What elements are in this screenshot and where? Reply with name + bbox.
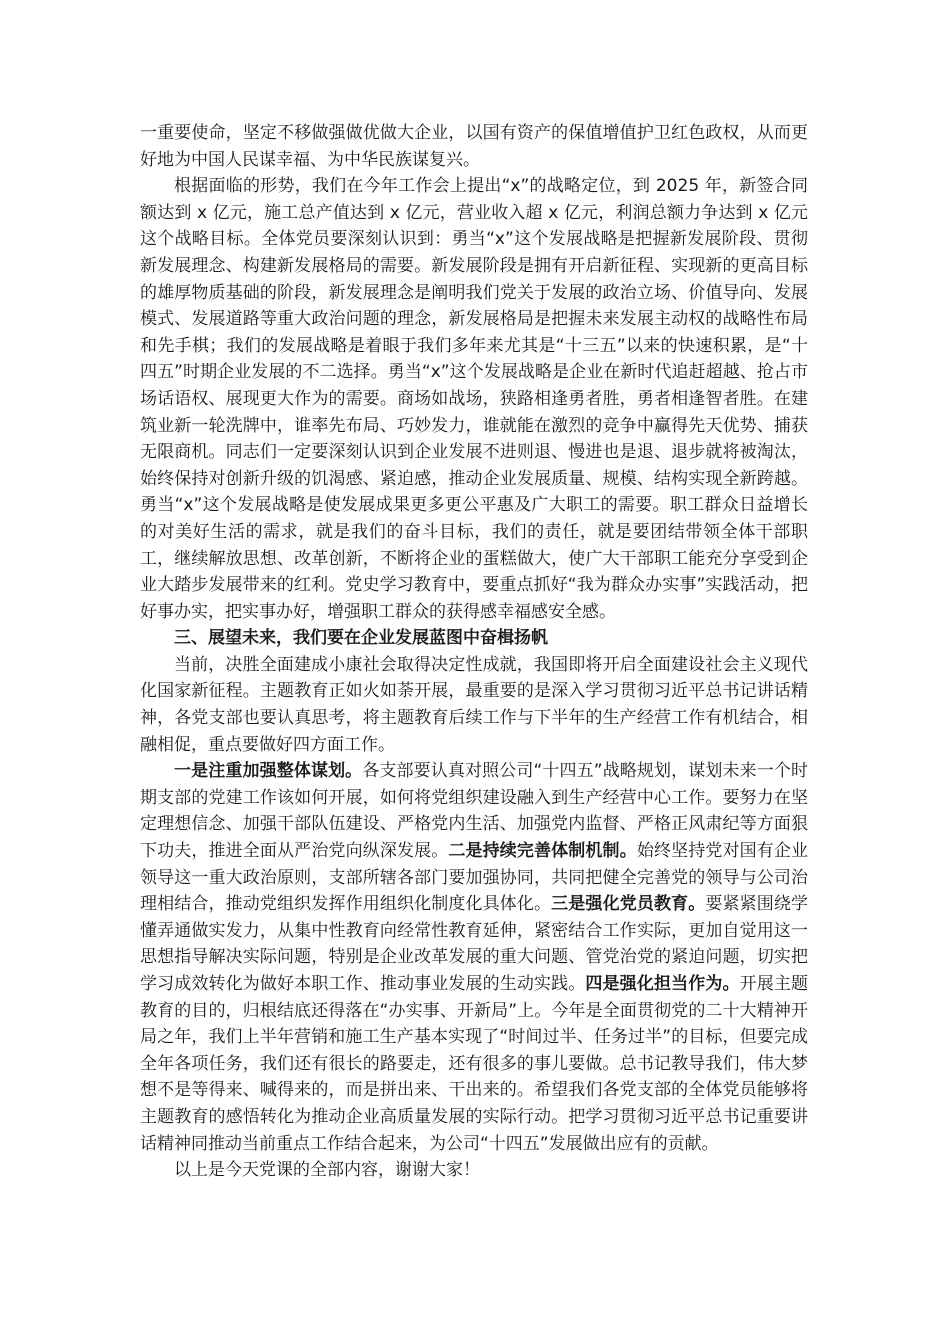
task-4-text: 开展主题教育的目的，归根结底还得落在“办实事、开新局”上。今年是全面贯彻党的二十大精神开局之年，我们上半年营销和施工生产基本实现了“时间过半、任务过半”的目标，但要完成全年各项任务，我们还有很长的路要走，还有很多的事儿要做。总书记教导我们，伟大梦想不是等得来、喊得来的，而是拼出来、干出来的。希望我们各党支部的全体党员能够将主题教育的感悟转化为推动企业高质量发展的实际行动。把学习贯彻习近平总书记重要讲话精神同推动当前重点工作结合起来，为公司“十四五”发展做出应有的贡献。 bbox=[140, 974, 809, 1154]
paragraph-four-tasks bbox=[140, 758, 808, 1157]
document-body bbox=[140, 120, 808, 1184]
task-2-text: 始终坚持党对国有企业领导这一重大政治原则，支部所辖各部门要加强协同，共同把健全完善党的领导与公司治理相结合，推动党组织发挥作用组织化制度化具体化。 bbox=[140, 841, 809, 915]
task-3-text: 要紧紧围绕学懂弄通做实发力，从集中性教育向经常性教育延伸，紧密结合工作实际，更加自觉用这一思想指导解决实际问题，特别是企业改革发展的重大问题、管党治党的紧迫问题，切实把学习成效转化为做好本职工作、推动事业发展的生动实践。 bbox=[140, 894, 809, 994]
section-heading-3: 三、展望未来，我们要在企业发展蓝图中奋楫扬帆 bbox=[174, 628, 548, 649]
paragraph-current: 当前，决胜全面建成小康社会取得决定性成就，我国即将开启全面建设社会主义现代化国家新征程。主题教育正如火如荼开展，最重要的是深入学习贯彻习近平总书记讲话精神，各党支部也要认真思考，将主题教育后续工作与下半年的生产经营工作有机结合，相融相促，重点要做好四方面工作。 bbox=[140, 654, 808, 755]
task-4-title: 四是强化担当作为。 bbox=[585, 974, 740, 994]
paragraph-closing: 以上是今天党课的全部内容，谢谢大家！ bbox=[174, 1160, 480, 1181]
paragraph-mission: 一重要使命，坚定不移做强做优做大企业，以国有资产的保值增值护卫红色政权，从而更好地为中国人民谋幸福、为中华民族谋复兴。 bbox=[140, 123, 808, 170]
task-3-title: 三是强化党员教育。 bbox=[551, 894, 706, 915]
task-1-text: 各支部要认真对照公司“十四五”战略规划，谋划未来一个时期支部的党建工作该如何开展，如何将党组织建设融入到生产经营中心工作。要努力在坚定理想信念、加强干部队伍建设、严格党内生活、加强党内监督、严格正风肃纪等方面狠下功夫，推进全面从严治党向纵深发展。 bbox=[140, 761, 808, 862]
task-2-title: 二是持续完善体制机制。 bbox=[448, 841, 637, 862]
paragraph-strategy: 根据面临的形势，我们在今年工作会上提出“x”的战略定位，到 2025 年，新签合同额达到 x 亿元，施工总产值达到 x 亿元，营业收入超 x 亿元，利润总额力争达到 x 亿元这个战略目标。全体党员要深刻认识到：勇当“x”这个发展战略是把握新发展阶段、贯彻新发展理念、构建新发展格局的需要。新发展阶段是拥有开启新征程、实现新的更高目标的雄厚物质基础的阶段，新发展理念是阐明我们党关于发展的政治立场、价值导向、发展模式、发展道路等重大政治问题的理念，新发展格局是把握未来发展主动权的战略性布局和先手棋；我们的发展战略是着眼于我们多年来尤其是“十三五”以来的快速积累，是“十四五”时期企业发展的不二选择。勇当“x”这个发展战略是企业在新时代追赶超越、抢占市场话语权、展现更大作为的需要。商场如战场，狭路相逢勇者胜，勇者相逢智者胜。在建筑业新一轮洗牌中，谁率先布局、巧妙发力，谁就能在激烈的竞争中赢得先天优势、捕获无限商机。同志们一定要深刻认识到企业发展不进则退、慢进也是退、退步就将被淘汰，始终保持对创新升级的饥渴感、紧迫感，推动企业发展质量、规模、结构实现全新跨越。勇当“x”这个发展战略是使发展成果更多更公平惠及广大职工的需要。职工群众日益增长的对美好生活的需求，就是我们的奋斗目标，我们的责任，就是要团结带领全体干部职工，继续解放思想、改革创新，不断将企业的蛋糕做大，使广大干部职工能充分享受到企业大踏步发展带来的红利。党史学习教育中，要重点抓好“我为群众办实事”实践活动，把好事办实，把实事办好，增强职工群众的获得感幸福感安全感。 bbox=[140, 176, 808, 622]
task-1-title: 一是注重加强整体谋划。 bbox=[174, 761, 363, 782]
